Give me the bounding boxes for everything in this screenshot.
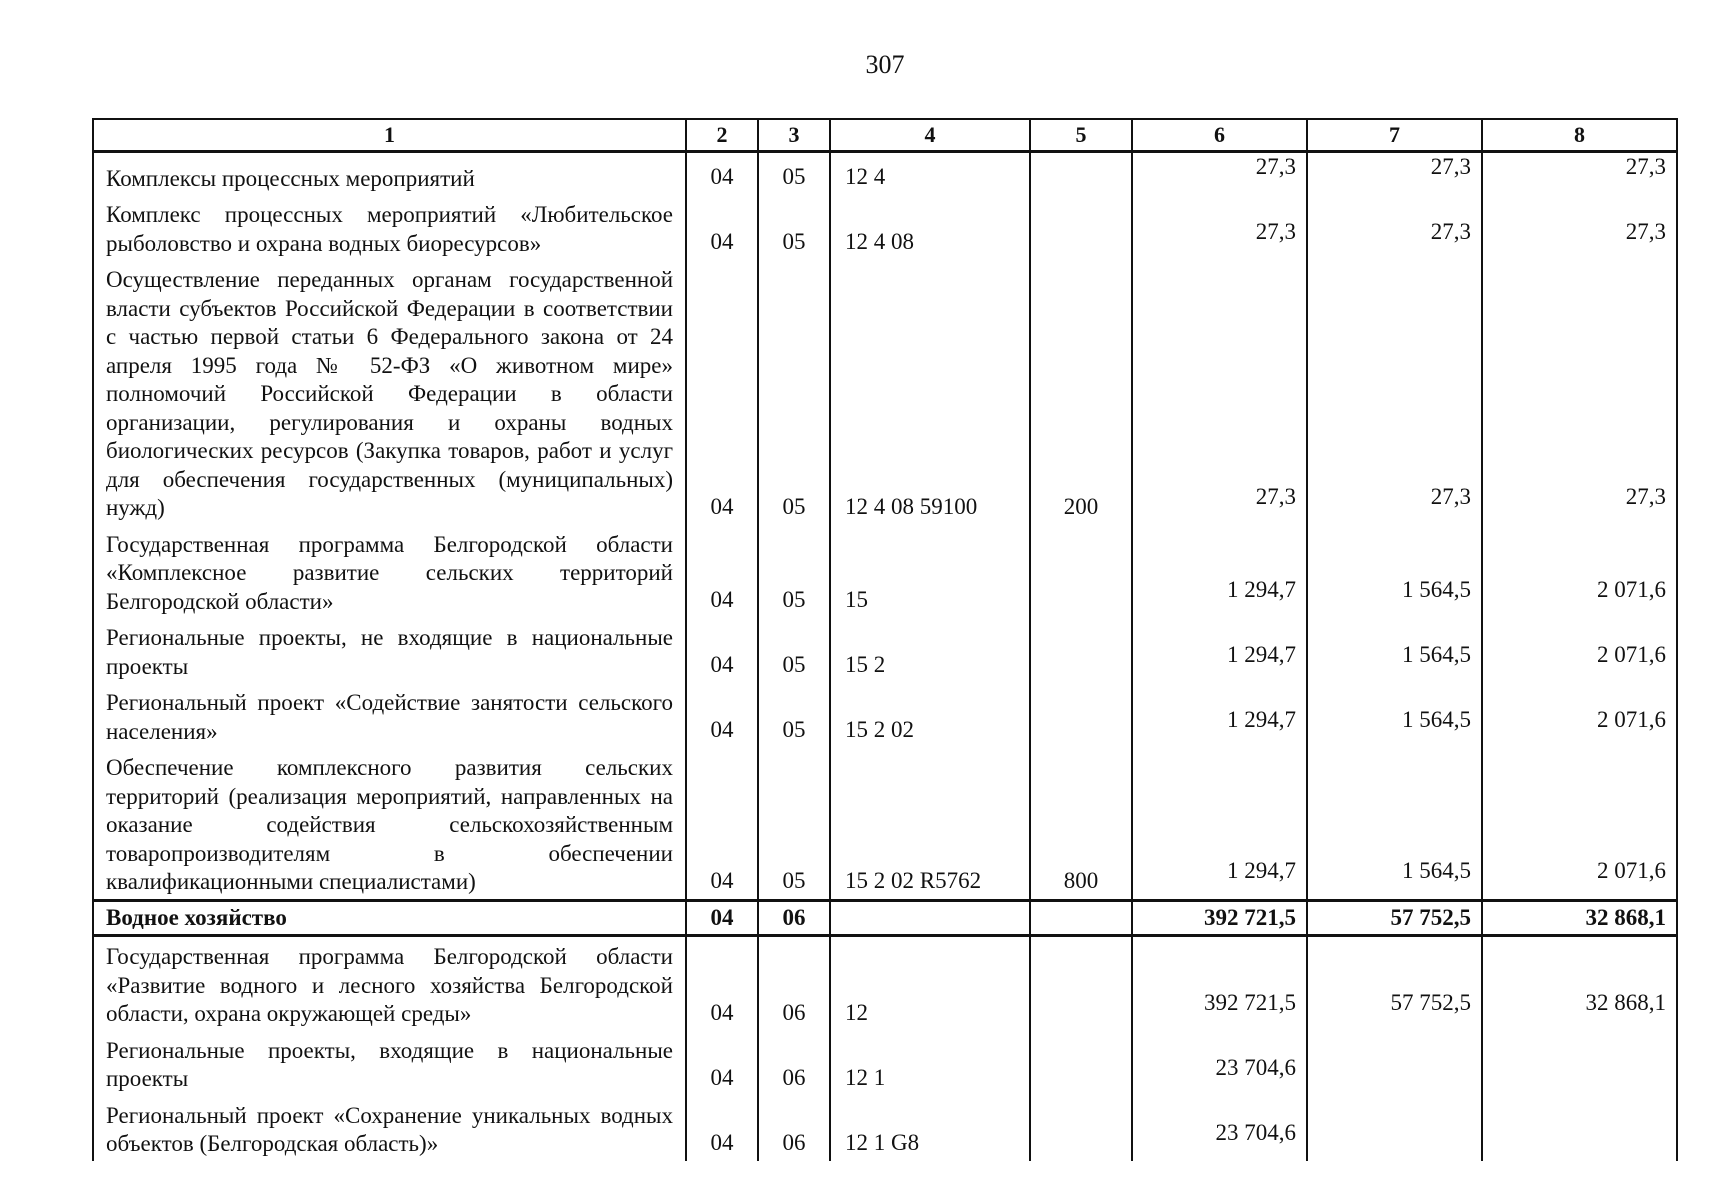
cell-expense-type — [1030, 195, 1132, 260]
cell-section-code: 04 — [686, 1096, 758, 1161]
header-row — [93, 119, 1677, 152]
cell-name: Осуществление переданных органам государственной власти субъектов Российской Федерации в соответствии с частью первой статьи 6 Федерального закона от 24 апреля 1995 года № 52-ФЗ «О животном мире» полномочий Российской Федерации в области организации, регулирования и охраны водных биологических ресурсов (Закупка товаров, работ и услуг для обеспечения государственных (муниципальных) нужд) — [93, 260, 686, 525]
cell-expense-type — [1030, 900, 1132, 936]
cell-amount-col6: 27,3 — [1132, 152, 1307, 196]
cell-amount-col7 — [1307, 1096, 1482, 1161]
cell-name: Государственная программа Белгородской области «Развитие водного и лесного хозяйства Белгородской области, охрана окружающей среды» — [93, 936, 686, 1031]
cell-amount-col8: 27,3 — [1482, 260, 1677, 525]
cell-amount-col8: 27,3 — [1482, 152, 1677, 196]
cell-section-code: 04 — [686, 900, 758, 936]
cell-amount-col6: 392 721,5 — [1132, 900, 1307, 936]
cell-amount-col6: 23 704,6 — [1132, 1031, 1307, 1096]
header-col-1: 1 — [93, 119, 686, 152]
header-col-6: 6 — [1132, 119, 1307, 152]
cell-name: Обеспечение комплексного развития сельских территорий (реализация мероприятий, направленных на оказание содействия сельскохозяйственным товаропроизводителям в обеспечении квалификационными специалистами) — [93, 748, 686, 900]
cell-expense-type: 200 — [1030, 260, 1132, 525]
table-row — [93, 683, 1677, 748]
cell-subsection-code: 06 — [758, 1096, 830, 1161]
cell-amount-col8: 32 868,1 — [1482, 900, 1677, 936]
cell-section-code: 04 — [686, 1031, 758, 1096]
cell-expense-type — [1030, 525, 1132, 619]
cell-name: Комплексы процессных мероприятий — [93, 152, 686, 196]
cell-name: Комплекс процессных мероприятий «Любительское рыболовство и охрана водных биоресурсов» — [93, 195, 686, 260]
cell-amount-col6: 27,3 — [1132, 260, 1307, 525]
cell-section-code: 04 — [686, 936, 758, 1031]
cell-amount-col8: 2 071,6 — [1482, 618, 1677, 683]
cell-amount-col7: 1 564,5 — [1307, 618, 1482, 683]
cell-target-article: 12 1 — [830, 1031, 1030, 1096]
header-col-8: 8 — [1482, 119, 1677, 152]
cell-section-code: 04 — [686, 525, 758, 619]
cell-subsection-code: 05 — [758, 618, 830, 683]
cell-section-code: 04 — [686, 152, 758, 196]
cell-amount-col6: 1 294,7 — [1132, 525, 1307, 619]
cell-expense-type: 800 — [1030, 748, 1132, 900]
page-number: 307 — [865, 50, 905, 79]
table-row — [93, 1096, 1677, 1161]
cell-name: Государственная программа Белгородской области «Комплексное развитие сельских территорий Белгородской области» — [93, 525, 686, 619]
cell-amount-col7: 57 752,5 — [1307, 900, 1482, 936]
cell-target-article — [830, 900, 1030, 936]
header-col-3: 3 — [758, 119, 830, 152]
cell-amount-col7 — [1307, 1031, 1482, 1096]
cell-name: Региональный проект «Сохранение уникальных водных объектов (Белгородская область)» — [93, 1096, 686, 1161]
cell-expense-type — [1030, 1031, 1132, 1096]
cell-target-article: 12 4 08 59100 — [830, 260, 1030, 525]
cell-amount-col8: 2 071,6 — [1482, 683, 1677, 748]
cell-amount-col6: 1 294,7 — [1132, 683, 1307, 748]
table-row — [93, 260, 1677, 525]
cell-subsection-code: 05 — [758, 152, 830, 196]
table-row — [93, 1031, 1677, 1096]
cell-subsection-code: 05 — [758, 748, 830, 900]
header-col-7: 7 — [1307, 119, 1482, 152]
cell-name: Региональные проекты, не входящие в национальные проекты — [93, 618, 686, 683]
cell-expense-type — [1030, 683, 1132, 748]
cell-amount-col7: 1 564,5 — [1307, 525, 1482, 619]
cell-name: Региональный проект «Содействие занятости сельского населения» — [93, 683, 686, 748]
cell-amount-col8: 2 071,6 — [1482, 525, 1677, 619]
table-row — [93, 152, 1677, 196]
cell-section-code: 04 — [686, 195, 758, 260]
cell-subsection-code: 05 — [758, 683, 830, 748]
header-col-4: 4 — [830, 119, 1030, 152]
cell-target-article: 15 2 — [830, 618, 1030, 683]
cell-subsection-code: 06 — [758, 900, 830, 936]
cell-amount-col6: 1 294,7 — [1132, 748, 1307, 900]
cell-section-code: 04 — [686, 748, 758, 900]
cell-amount-col7: 1 564,5 — [1307, 683, 1482, 748]
cell-target-article: 12 4 08 — [830, 195, 1030, 260]
cell-target-article: 12 — [830, 936, 1030, 1031]
cell-amount-col8: 2 071,6 — [1482, 748, 1677, 900]
budget-table — [92, 118, 1678, 1161]
table-body — [93, 152, 1677, 1161]
table-row — [93, 525, 1677, 619]
cell-amount-col6: 23 704,6 — [1132, 1096, 1307, 1161]
cell-section-code: 04 — [686, 618, 758, 683]
table-row — [93, 618, 1677, 683]
cell-amount-col7: 27,3 — [1307, 195, 1482, 260]
cell-section-code: 04 — [686, 260, 758, 525]
table-row — [93, 748, 1677, 900]
cell-target-article: 12 4 — [830, 152, 1030, 196]
header-col-2: 2 — [686, 119, 758, 152]
cell-amount-col7: 1 564,5 — [1307, 748, 1482, 900]
cell-amount-col7: 27,3 — [1307, 260, 1482, 525]
cell-target-article: 15 — [830, 525, 1030, 619]
cell-amount-col8: 32 868,1 — [1482, 936, 1677, 1031]
cell-expense-type — [1030, 152, 1132, 196]
table-header — [93, 119, 1677, 152]
cell-expense-type — [1030, 1096, 1132, 1161]
cell-amount-col7: 27,3 — [1307, 152, 1482, 196]
table-row-section — [93, 900, 1677, 936]
cell-amount-col6: 1 294,7 — [1132, 618, 1307, 683]
cell-target-article: 15 2 02 — [830, 683, 1030, 748]
cell-amount-col8 — [1482, 1031, 1677, 1096]
cell-amount-col6: 392 721,5 — [1132, 936, 1307, 1031]
cell-subsection-code: 05 — [758, 260, 830, 525]
cell-subsection-code: 05 — [758, 525, 830, 619]
cell-amount-col6: 27,3 — [1132, 195, 1307, 260]
cell-expense-type — [1030, 936, 1132, 1031]
table-row — [93, 936, 1677, 1031]
header-col-5: 5 — [1030, 119, 1132, 152]
cell-target-article: 15 2 02 R5762 — [830, 748, 1030, 900]
cell-target-article: 12 1 G8 — [830, 1096, 1030, 1161]
cell-name: Водное хозяйство — [93, 900, 686, 936]
cell-subsection-code: 06 — [758, 936, 830, 1031]
table-row — [93, 195, 1677, 260]
cell-expense-type — [1030, 618, 1132, 683]
cell-amount-col7: 57 752,5 — [1307, 936, 1482, 1031]
cell-subsection-code: 06 — [758, 1031, 830, 1096]
cell-amount-col8: 27,3 — [1482, 195, 1677, 260]
cell-amount-col8 — [1482, 1096, 1677, 1161]
cell-section-code: 04 — [686, 683, 758, 748]
cell-subsection-code: 05 — [758, 195, 830, 260]
cell-name: Региональные проекты, входящие в национальные проекты — [93, 1031, 686, 1096]
